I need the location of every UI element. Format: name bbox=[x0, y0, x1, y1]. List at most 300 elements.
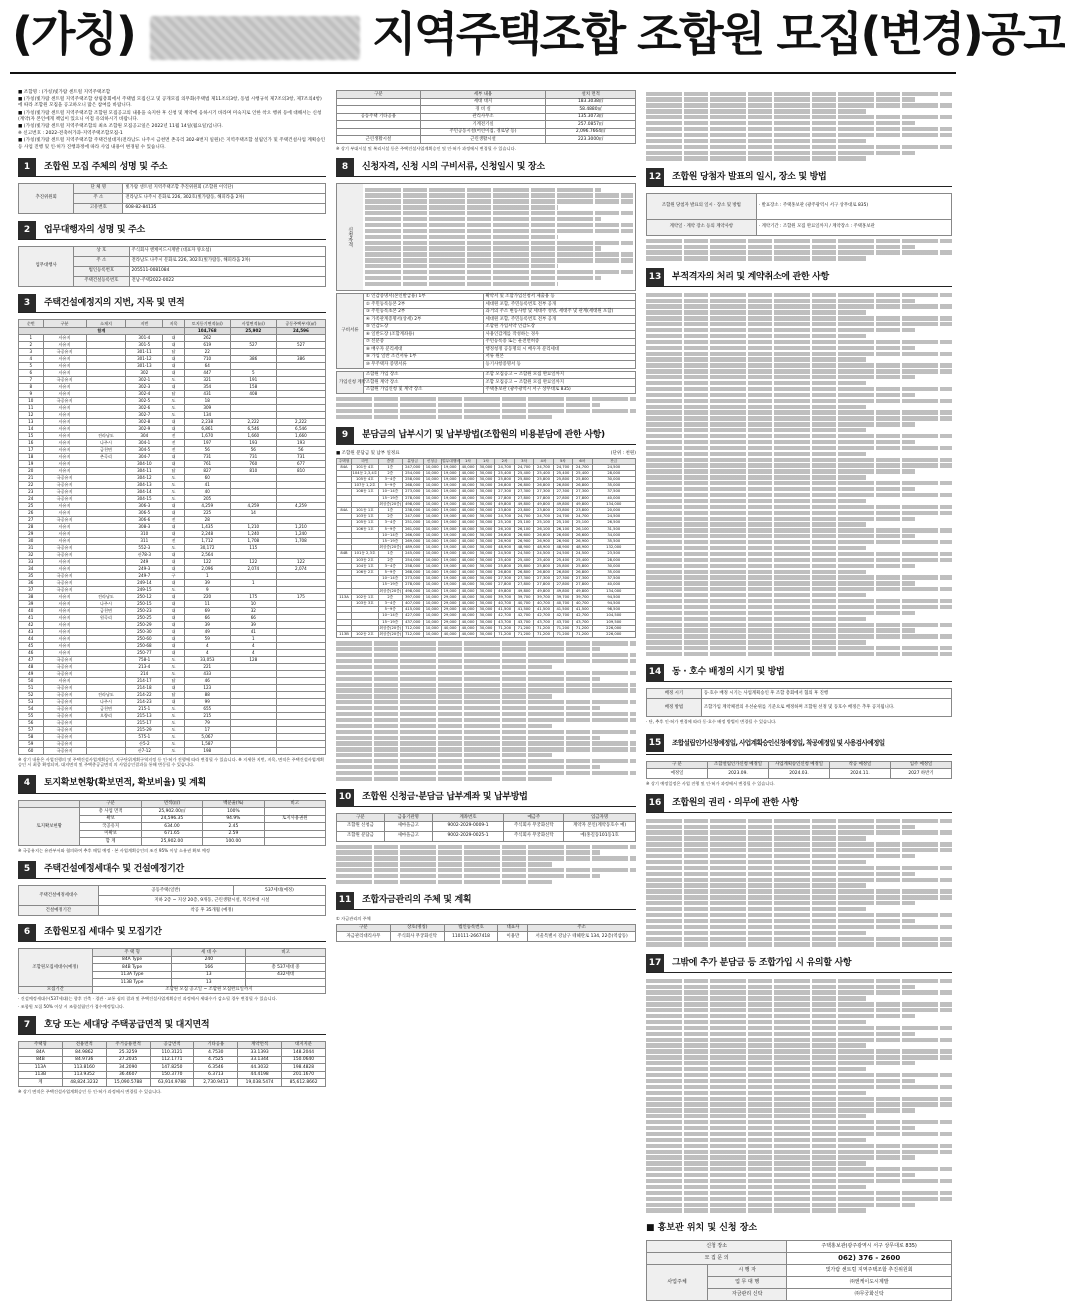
total-registered-area: 104,768 bbox=[184, 327, 230, 334]
table-header: 구 분 bbox=[647, 761, 708, 769]
table-header: 구분 bbox=[337, 91, 421, 99]
table-cell: 103동 2호 bbox=[351, 557, 378, 563]
table-cell: 40,000 bbox=[459, 613, 477, 619]
text-line bbox=[646, 416, 952, 420]
table-cell: 16 bbox=[19, 439, 44, 446]
table-cell: 220 bbox=[184, 593, 230, 600]
announcement-notes bbox=[646, 239, 952, 261]
table-cell: 304-12 bbox=[126, 474, 163, 481]
table-cell: 새마을금고 bbox=[384, 821, 432, 831]
table-cell bbox=[276, 663, 325, 670]
table-cell: 94.9% bbox=[203, 815, 264, 823]
table-cell: 대 bbox=[163, 628, 184, 635]
text-line bbox=[365, 264, 558, 268]
text-line bbox=[336, 880, 552, 884]
table-cell: 사유지 bbox=[43, 355, 86, 362]
facility-table bbox=[336, 90, 636, 144]
table-cell: 10~14층 bbox=[378, 489, 402, 495]
table-cell: 주민등록증 또는 운전면허증 bbox=[483, 338, 636, 346]
table-cell: 25,100 bbox=[534, 520, 553, 526]
table-cell bbox=[276, 572, 325, 579]
table-cell: 1 bbox=[184, 572, 230, 579]
table-cell: 269,000 bbox=[402, 539, 423, 545]
table-cell: 245,000 bbox=[402, 551, 423, 557]
table-cell: 19,000 bbox=[441, 514, 459, 520]
text-line bbox=[646, 293, 952, 297]
land-row bbox=[19, 747, 326, 754]
table-cell bbox=[230, 397, 276, 404]
section-header-17 bbox=[646, 955, 952, 973]
table-cell: 세대원 포함, 주민등록번호 전부 공개 bbox=[483, 301, 636, 309]
table-cell bbox=[264, 808, 325, 816]
table-cell: 6.3713 bbox=[194, 1071, 238, 1079]
table-cell: 국공유지 bbox=[43, 726, 86, 733]
table-cell: 148.2044 bbox=[282, 1049, 326, 1057]
table-cell: 40,000 bbox=[459, 483, 477, 489]
table-cell: 302-6 bbox=[126, 404, 163, 411]
table-cell: 302-5 bbox=[126, 397, 163, 404]
table-cell: 249-15 bbox=[126, 586, 163, 593]
table-cell bbox=[230, 740, 276, 747]
table-cell: 금천면 bbox=[86, 446, 126, 453]
schedule-table bbox=[646, 761, 952, 780]
table-cell: 52 bbox=[19, 691, 44, 698]
text-line bbox=[365, 270, 633, 274]
table-cell: 84A Type bbox=[92, 956, 172, 964]
apply-table bbox=[336, 371, 636, 395]
table-side-label: 토지확보현황 bbox=[19, 808, 80, 846]
text-line bbox=[646, 1185, 866, 1189]
table-cell bbox=[337, 106, 421, 114]
table-cell bbox=[86, 642, 126, 649]
table-value: 조합원 모집 공고일 ~ 조합원 모집완료일까지 bbox=[92, 986, 325, 994]
table-label: 건설예정기간 bbox=[19, 906, 99, 916]
table-cell: 254,000 bbox=[402, 470, 423, 476]
table-cell: 26,600 bbox=[573, 532, 592, 538]
table-cell: 25,800 bbox=[553, 563, 572, 569]
table-cell: 26,100 bbox=[495, 526, 514, 532]
text-line bbox=[646, 127, 952, 131]
table-cell: 사유지 bbox=[43, 439, 86, 446]
total-label: 합계 bbox=[19, 327, 185, 334]
table-cell: 근린생활시설 bbox=[337, 136, 421, 144]
table-cell: 17 bbox=[19, 446, 44, 453]
text-line bbox=[646, 1155, 915, 1159]
table-cell: 302-7 bbox=[126, 411, 163, 418]
text-line bbox=[646, 872, 915, 876]
table-cell: 40,000 bbox=[459, 508, 477, 514]
table-cell bbox=[276, 411, 325, 418]
text-line bbox=[646, 434, 952, 438]
table-cell bbox=[276, 362, 325, 369]
table-cell: 30,000 bbox=[477, 495, 495, 501]
table-cell: 도 bbox=[163, 705, 184, 712]
table-row bbox=[337, 361, 636, 369]
table-cell: 국공유지 bbox=[43, 733, 86, 740]
table-cell: 7 bbox=[19, 376, 44, 383]
table-header: 계좌번호 bbox=[432, 814, 504, 822]
table-cell bbox=[86, 733, 126, 740]
account-table bbox=[336, 813, 636, 842]
table-value: 착공 후 35개월 (예정) bbox=[98, 906, 325, 916]
table-cell bbox=[276, 628, 325, 635]
land-row bbox=[19, 355, 326, 362]
table-cell: 국공유지 bbox=[43, 698, 86, 705]
table-cell: 302-4 bbox=[126, 390, 163, 397]
table-cell: 527 bbox=[230, 341, 276, 348]
text-line bbox=[365, 235, 558, 239]
table-cell: 사유지 bbox=[43, 446, 86, 453]
payment-schedule-table bbox=[336, 458, 636, 638]
section-number: 10 bbox=[336, 789, 354, 807]
section-header-11 bbox=[336, 892, 636, 910]
table-cell: 27,300 bbox=[534, 576, 553, 582]
text-line bbox=[646, 990, 952, 994]
table-cell: 22 bbox=[184, 348, 230, 355]
table-cell: 223.3000㎡ bbox=[546, 136, 636, 144]
table-value: · 발표장소 : 주택홍보관 (광주광역시 서구 상무대로 835) bbox=[756, 193, 951, 219]
table-cell: 10 bbox=[230, 600, 276, 607]
text-line bbox=[646, 1114, 866, 1118]
table-cell: 34.2090 bbox=[106, 1064, 150, 1072]
land-parcel-table bbox=[18, 319, 326, 755]
table-value: 주택홍보관(광주광역시 서구 상무대로 835) bbox=[787, 1240, 952, 1252]
table-cell: 대 bbox=[163, 425, 184, 432]
table-cell: 106동 2호 bbox=[351, 570, 378, 576]
table-cell: 30,000 bbox=[477, 539, 495, 545]
table-cell: 1,435 bbox=[184, 523, 230, 530]
intro-line: ■ (가칭)빛가람 센트럴 지역주택조합 조합원 모집공고의 내용을 숙지한 후 신청 및 계약에 응하시기 바라며 미숙지로 인한 착오 행위 등에 대해서는 신청(계약)자 본인에게 책임이 있으니 이점 유의하시기 바랍니다. bbox=[18, 110, 322, 122]
table-cell: 183.3038㎡ bbox=[546, 98, 636, 106]
table-header: 전용면적 bbox=[62, 1041, 106, 1049]
recruit-note: · 건설예정세대수(537세대)는 향후 건축 · 경관 · 교통 심의 결과 및 주택건설사업계획승인 과정에서 세대수가 감소될 경우 변경될 수 있습니다. bbox=[18, 996, 277, 1002]
land-row bbox=[19, 341, 326, 348]
table-cell: 24,500 bbox=[495, 551, 514, 557]
text-line bbox=[646, 92, 952, 96]
sponsor-table bbox=[18, 183, 326, 214]
table-cell: 44.3032 bbox=[238, 1064, 282, 1072]
text-line bbox=[646, 499, 866, 503]
table-cell: 나주시 bbox=[86, 439, 126, 446]
table-cell: 2,096.7664㎡ bbox=[546, 128, 636, 136]
table-cell: 10,000 bbox=[423, 495, 441, 501]
table-cell: 49,800 bbox=[495, 501, 514, 507]
table-cell: 26,800 bbox=[573, 483, 592, 489]
table-cell: 사유지 bbox=[43, 334, 86, 341]
table-header: 입금자명 bbox=[564, 814, 636, 822]
table-cell: 45 bbox=[19, 642, 44, 649]
section-title: 호당 또는 세대당 주택공급면적 및 대지면적 bbox=[44, 1019, 210, 1030]
table-cell: 43,700 bbox=[534, 619, 553, 625]
table-cell: 총 537세대 중 bbox=[246, 964, 326, 972]
table-cell: 19,000 bbox=[441, 576, 459, 582]
table-cell: 30,000 bbox=[592, 563, 635, 569]
table-cell: 498,000 bbox=[402, 501, 423, 507]
table-cell: 302-3 bbox=[126, 383, 163, 390]
table-cell: 71,200 bbox=[495, 625, 514, 631]
table-cell: 40,700 bbox=[514, 601, 533, 607]
table-cell: 대 bbox=[163, 509, 184, 516]
table-cell: 14 bbox=[19, 425, 44, 432]
table-cell: 26,800 bbox=[495, 570, 514, 576]
table-header: 라인 bbox=[351, 458, 378, 464]
table-cell: 2층 bbox=[378, 470, 402, 476]
table-cell: 113.9352 bbox=[62, 1071, 106, 1079]
land-row bbox=[19, 656, 326, 663]
table-cell: 115 bbox=[230, 544, 276, 551]
table-cell: 25,800 bbox=[495, 563, 514, 569]
table-cell: 712,000 bbox=[402, 632, 423, 638]
table-cell: 30,000 bbox=[477, 557, 495, 563]
table-cell: 51 bbox=[19, 684, 44, 691]
table-cell: 39,700 bbox=[534, 594, 553, 600]
table-value: 205511-0081084 bbox=[129, 266, 326, 276]
table-cell: 26,900 bbox=[573, 539, 592, 545]
table-cell bbox=[230, 677, 276, 684]
text-line bbox=[646, 1120, 952, 1124]
table-header: 주소 bbox=[528, 924, 636, 932]
table-cell: 답 bbox=[163, 677, 184, 684]
table-cell: 94,500 bbox=[592, 601, 635, 607]
table-header: 상호(명칭) bbox=[390, 924, 444, 932]
table-cell: 304-11 bbox=[126, 467, 163, 474]
text-line bbox=[646, 848, 952, 852]
table-cell: 71,200 bbox=[534, 625, 553, 631]
section-title: 분담금의 납부시기 및 납부방법(조합원의 비용분담에 관한 사항) bbox=[362, 430, 605, 441]
table-cell: 4,259 bbox=[184, 502, 230, 509]
table-cell: 대 bbox=[163, 565, 184, 572]
table-cell: 8 bbox=[19, 383, 44, 390]
table-cell: 71,200 bbox=[573, 625, 592, 631]
land-row bbox=[19, 670, 326, 677]
table-cell: 84.9736 bbox=[62, 1056, 106, 1064]
table-cell: 29 bbox=[19, 530, 44, 537]
table-cell: 205 bbox=[184, 495, 230, 502]
text-line bbox=[646, 925, 952, 929]
text-line bbox=[646, 581, 915, 585]
land-row bbox=[19, 418, 326, 425]
text-line bbox=[646, 937, 952, 941]
text-line bbox=[336, 777, 552, 781]
table-cell: 24,700 bbox=[514, 514, 533, 520]
table-cell: 304-10 bbox=[126, 460, 163, 467]
intro-notice bbox=[18, 90, 326, 151]
table-cell: 24,500 bbox=[592, 464, 635, 470]
table-cell: 등기사항증명서 등 bbox=[483, 361, 636, 369]
land-row bbox=[19, 516, 326, 523]
table-cell: 48,900 bbox=[495, 545, 514, 551]
table-cell: 278,000 bbox=[402, 495, 423, 501]
table-cell: 서류 원본 bbox=[483, 353, 636, 361]
table-cell: 79 bbox=[184, 719, 230, 726]
table-label: 주택건설예정세대수 bbox=[19, 886, 99, 906]
table-cell: 386 bbox=[276, 355, 325, 362]
table-side-label: 업무대행사 bbox=[19, 246, 74, 286]
text-line bbox=[336, 765, 600, 769]
text-line bbox=[336, 868, 636, 872]
land-row bbox=[19, 383, 326, 390]
table-cell: 40,000 bbox=[459, 526, 477, 532]
table-cell: 215-17 bbox=[126, 719, 163, 726]
table-cell: 731 bbox=[230, 453, 276, 460]
table-cell: 64 bbox=[184, 362, 230, 369]
land-row bbox=[19, 390, 326, 397]
text-line bbox=[646, 469, 915, 473]
table-cell: 26,800 bbox=[514, 570, 533, 576]
table-cell: 25,800 bbox=[534, 563, 553, 569]
table-cell: 306-5 bbox=[126, 509, 163, 516]
text-line bbox=[646, 895, 952, 899]
land-row bbox=[19, 635, 326, 642]
table-cell: 134 bbox=[184, 411, 230, 418]
text-line bbox=[646, 1208, 866, 1212]
text-line bbox=[646, 883, 866, 887]
table-cell: 100% bbox=[203, 808, 264, 816]
table-cell: 도 bbox=[163, 740, 184, 747]
table-cell: 40,000 bbox=[459, 539, 477, 545]
recruit-note: · 조합원 모집 50% 이상 시 조합설립인가 접수예정입니다. bbox=[18, 1003, 125, 1009]
table-value: 지하 2층 ~ 지상 20층, 9개동, 근린생활시설, 복리부대 시설 bbox=[98, 896, 325, 906]
text-line bbox=[336, 850, 600, 854]
land-row bbox=[19, 432, 326, 439]
table-cell: 24,500 bbox=[534, 551, 553, 557]
text-line bbox=[646, 487, 915, 491]
text-line bbox=[646, 103, 952, 107]
table-cell bbox=[230, 474, 276, 481]
table-cell: 25,902.00㎡ bbox=[141, 808, 202, 816]
table-cell: 세대원 포함, 주민등록번호 전부 공개 bbox=[483, 316, 636, 324]
table-cell: 128 bbox=[230, 656, 276, 663]
table-cell bbox=[276, 383, 325, 390]
table-cell: 39 bbox=[184, 621, 230, 628]
table-cell: 26,600 bbox=[495, 532, 514, 538]
table-cell: 최상층(20층) bbox=[379, 545, 402, 550]
table-label: 주 소 bbox=[74, 256, 129, 266]
table-cell: 확약서 및 조합가입신청서 제출용 등 bbox=[483, 293, 636, 301]
table-cell: 56 bbox=[19, 719, 44, 726]
table-cell bbox=[337, 121, 421, 129]
table-cell: 총 사업 면적 bbox=[80, 808, 141, 816]
table-cell: 214-18 bbox=[126, 684, 163, 691]
section-title: 조합원의 권리 · 의무에 관한 사항 bbox=[672, 797, 799, 808]
table-cell bbox=[246, 956, 326, 964]
text-line bbox=[646, 996, 866, 1000]
table-cell bbox=[86, 635, 126, 642]
text-line bbox=[646, 1191, 952, 1195]
section-header-1 bbox=[18, 159, 326, 177]
text-line bbox=[336, 856, 636, 860]
table-cell: 30,000 bbox=[477, 570, 495, 576]
intro-line: ※ 신고번호 : 2022-전축허가과-지역주택조합모집-1 bbox=[18, 131, 123, 137]
table-cell bbox=[86, 341, 126, 348]
promo-title: ■ 홍보관 위치 및 신청 장소 bbox=[646, 1222, 758, 1233]
text-line bbox=[646, 1108, 915, 1112]
table-cell: 관리사무소 bbox=[420, 113, 546, 121]
table-cell: 26,600 bbox=[534, 532, 553, 538]
section-header-13 bbox=[646, 269, 952, 287]
table-cell: 431 bbox=[184, 390, 230, 397]
table-cell: 국공유지 bbox=[43, 691, 86, 698]
table-cell: 49,800 bbox=[553, 588, 572, 594]
table-cell: 조합원 가입 장소 bbox=[363, 371, 483, 379]
table-cell bbox=[276, 726, 325, 733]
land-secured-table bbox=[18, 800, 326, 846]
table-cell: 26,800 bbox=[573, 570, 592, 576]
table-row bbox=[19, 1056, 326, 1064]
table-cell bbox=[86, 516, 126, 523]
table-cell: 21 bbox=[19, 474, 44, 481]
table-cell: 40,000 bbox=[459, 476, 477, 482]
table-header: 공동주택부지(㎡) bbox=[276, 319, 325, 327]
phone-number: 062) 376 - 2600 bbox=[787, 1252, 952, 1264]
table-cell: 도 bbox=[163, 586, 184, 593]
table-cell: 10,000 bbox=[423, 582, 441, 588]
table-cell: 30,000 bbox=[477, 483, 495, 489]
text-line bbox=[336, 736, 600, 740]
table-cell: 249 bbox=[126, 558, 163, 565]
table-cell: 2,564 bbox=[184, 551, 230, 558]
table-cell: 1,240 bbox=[276, 530, 325, 537]
text-line bbox=[646, 139, 866, 143]
table-cell: 250-68 bbox=[126, 642, 163, 649]
land-row bbox=[19, 397, 326, 404]
table-header: 조합설립인가신청 예정일 bbox=[708, 761, 769, 769]
table-cell: 국공유지 bbox=[43, 376, 86, 383]
table-row bbox=[337, 106, 636, 114]
table-cell: 106동 1호 bbox=[351, 526, 378, 532]
text-line bbox=[646, 505, 952, 509]
table-header: 주택형 bbox=[19, 1041, 63, 1049]
table-cell: 27,300 bbox=[534, 489, 553, 495]
table-cell: 19,000 bbox=[441, 508, 459, 514]
table-cell bbox=[230, 481, 276, 488]
section-number: 7 bbox=[18, 1016, 36, 1034]
table-cell: 3 bbox=[19, 348, 44, 355]
table-cell bbox=[86, 362, 126, 369]
intro-line: ■ (가칭)빛가람 센트럴 지역주택조합 창립총회에서 주택법 모집신고 및 공개모집 의무화(주택법 제11조의3항, 동법 시행규칙 제7조의3항, 제7조의4항)에 따라 조합원 모집을 공고하오니 많은 참여를 바랍니다. bbox=[18, 97, 322, 109]
land-row bbox=[19, 369, 326, 376]
table-cell: 26,900 bbox=[553, 539, 572, 545]
table-cell: 대 bbox=[163, 600, 184, 607]
table-header: 1차 bbox=[459, 458, 477, 464]
table-cell bbox=[86, 544, 126, 551]
table-cell: 134,000 bbox=[592, 588, 635, 594]
table-cell bbox=[276, 474, 325, 481]
table-cell: 48 bbox=[19, 663, 44, 670]
land-row bbox=[19, 614, 326, 621]
table-cell: 41 bbox=[230, 628, 276, 635]
text-line bbox=[646, 1079, 915, 1083]
table-cell: 40,000 bbox=[459, 632, 477, 638]
table-cell bbox=[337, 98, 421, 106]
table-cell: ② 주민등록등본 2부 bbox=[363, 301, 483, 309]
table-cell: 201.1670 bbox=[282, 1071, 326, 1079]
table-cell: 30,000 bbox=[477, 563, 495, 569]
table-cell: 30,000 bbox=[477, 532, 495, 538]
land-row bbox=[19, 733, 326, 740]
table-cell: 49,800 bbox=[514, 501, 533, 507]
text-line bbox=[646, 931, 866, 935]
table-cell: 10,000 bbox=[423, 619, 441, 625]
payment-notes bbox=[336, 641, 636, 781]
table-cell bbox=[276, 544, 325, 551]
table-cell: 2,248 bbox=[184, 530, 230, 537]
table-cell: 조합원 가입신청 및 계약 장소 bbox=[363, 386, 483, 394]
text-line bbox=[646, 1061, 915, 1065]
table-cell: 261,000 bbox=[402, 526, 423, 532]
table-cell: 도 bbox=[163, 719, 184, 726]
table-cell: 10,000 bbox=[423, 576, 441, 582]
